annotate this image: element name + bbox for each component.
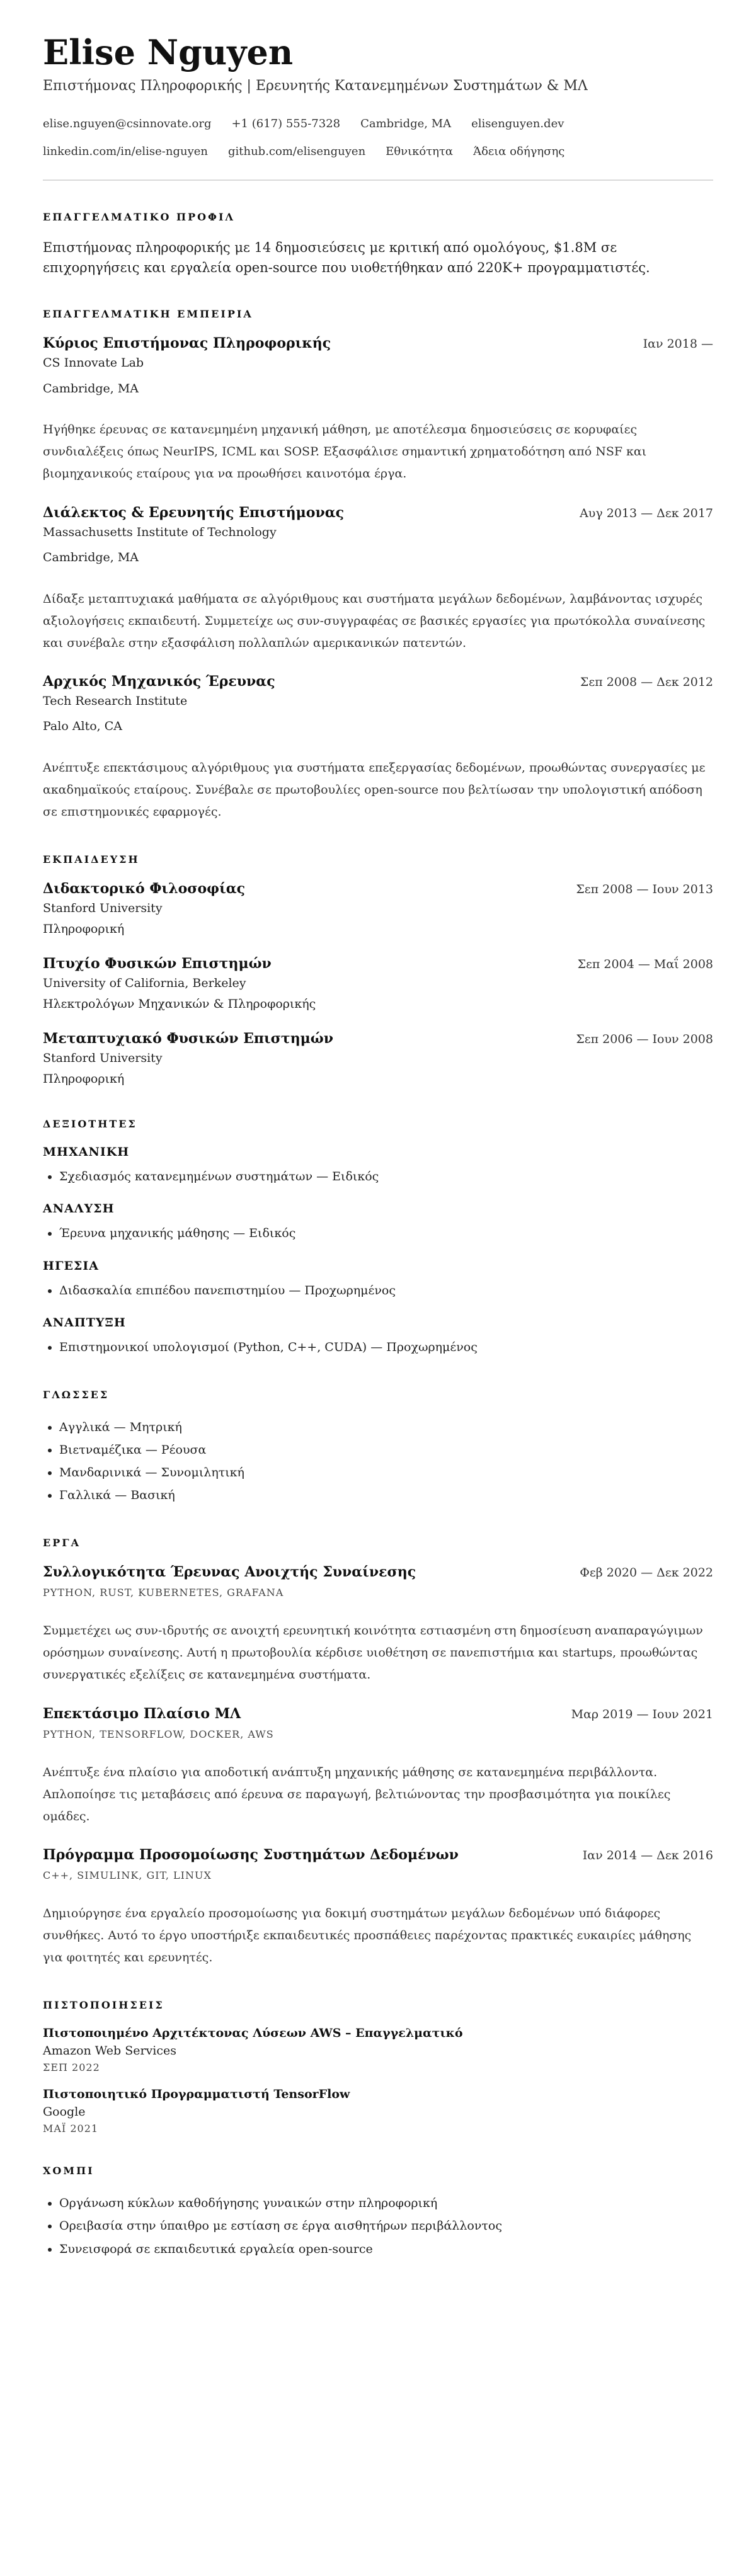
skill-item: • Διδασκαλία επιπέδου πανεπιστημίου — Προχωρημένος	[59, 1279, 713, 1302]
job-dates: Σεπ 2008 — Δεκ 2012	[580, 675, 713, 689]
section-title-hobbies: ΧΟΜΠΙ	[43, 2165, 94, 2177]
degree-dates: Σεπ 2008 — Ιουν 2013	[576, 882, 713, 897]
job-organization: CS Innovate Lab	[43, 356, 144, 370]
section-title-experience: ΕΠΑΓΓΕΛΜΑΤΙΚΗ ΕΜΠΕΙΡΙΑ	[43, 308, 253, 321]
contact-website[interactable]: elisenguyen.dev	[471, 117, 564, 131]
contact-github[interactable]: github.com/elisenguyen	[227, 145, 366, 159]
experience-entry	[43, 504, 713, 654]
project-description: Συμμετέχει ως συν-ιδρυτής σε ανοιχτή ερευνητική κοινότητα εστιασμένη στη δημοσίευση αναπαραγώγιμων ορόσημων συναίνεσης. Αυτή η πρωτοβουλία κέρδισε υιοθέτηση σε πανεπιστήμια και startups, προωθώντας συνεργατικές εξελίξεις σε κατανεμημένα συστήματα.	[43, 1624, 703, 1682]
skill-category: ΑΝΑΛΥΣΗ	[43, 1202, 115, 1216]
job-dates: Ιαν 2018 —	[643, 337, 713, 351]
skill-list	[43, 1165, 713, 1188]
skill-item: • Επιστημονικοί υπολογισμοί (Python, C++, CUDA) — Προχωρημένος	[59, 1336, 713, 1359]
education-entry	[43, 955, 713, 1013]
skill-category: ΗΓΕΣΙΑ	[43, 1258, 99, 1273]
hobby-item: • Ορειβασία στην ύπαιθρο με εστίαση σε έργα αισθητήρων περιβάλλοντος	[59, 2214, 713, 2237]
degree-dates: Σεπ 2006 — Ιουν 2008	[576, 1032, 713, 1047]
degree-dates: Σεπ 2004 — Μαΐ 2008	[577, 957, 713, 972]
job-title: Κύριος Επιστήμονας Πληροφορικής	[43, 335, 331, 352]
project-entry	[43, 1564, 713, 1686]
certification-issuer: Google	[43, 2105, 86, 2119]
job-description: Ανέπτυξε επεκτάσιμους αλγόριθμους για συστήματα επεξεργασίας δεδομένων, προωθώντας συνεργασίες με ακαδημαϊκούς εταίρους. Συνέβαλε σε πρωτοβουλίες open-source που βελτίωσαν την υπολογιστική απόδοση σε επιστημονικές εφαρμογές.	[43, 760, 706, 819]
section-title-education: ΕΚΠΑΙΔΕΥΣΗ	[43, 853, 140, 866]
project-tech-stack: PYTHON, TENSORFLOW, DOCKER, AWS	[43, 1728, 274, 1740]
language-item: • Βιετναμέζικα — Ρέουσα	[59, 1439, 713, 1461]
job-title: Διάλεκτος & Ερευνητής Επιστήμονας	[43, 504, 345, 521]
certification-date: ΜΑΪ 2021	[43, 2123, 99, 2135]
school-name: Stanford University	[43, 901, 163, 916]
contact-phone: +1 (617) 555-7328	[231, 117, 341, 131]
language-list	[43, 1416, 713, 1507]
education-entry	[43, 881, 713, 938]
contact-nationality: Εθνικότητα	[386, 145, 454, 159]
project-entry	[43, 1847, 713, 1969]
certification-name: Πιστοποιημένο Αρχιτέκτονας Λύσεων AWS – Επαγγελματικό	[43, 2026, 463, 2041]
skill-list	[43, 1222, 713, 1245]
section-title-projects: ΕΡΓΑ	[43, 1537, 81, 1549]
job-description: Ηγήθηκε έρευνας σε κατανεμημένη μηχανική μάθηση, με αποτέλεσμα δημοσιεύσεις σε κορυφαίες συνδιαλέξεις όπως NeurIPS, ICML και SOSP. Εξασφάλισε σημαντική χρηματοδότηση από NSF και βιομηχανικούς εταίρους για να προωθήσει καινοτόμα έργα.	[43, 423, 647, 481]
skill-item: • Σχεδιασμός κατανεμημένων συστημάτων — Ειδικός	[59, 1165, 713, 1188]
school-name: Stanford University	[43, 1051, 163, 1066]
candidate-name: Elise Nguyen	[43, 32, 294, 72]
language-item: • Αγγλικά — Μητρική	[59, 1416, 713, 1439]
section-title-profile: ΕΠΑΓΓΕΛΜΑΤΙΚΟ ΠΡΟΦΙΛ	[43, 211, 235, 224]
education-entry	[43, 1030, 713, 1088]
experience-entry	[43, 335, 713, 485]
section-title-certifications: ΠΙΣΤΟΠΟΙΗΣΕΙΣ	[43, 1999, 164, 2012]
project-name: Επεκτάσιμο Πλαίσιο ΜΛ	[43, 1705, 241, 1722]
experience-entry	[43, 673, 713, 823]
degree-title: Πτυχίο Φυσικών Επιστημών	[43, 955, 272, 972]
project-tech-stack: C++, SIMULINK, GIT, LINUX	[43, 1869, 212, 1881]
candidate-headline: Επιστήμονας Πληροφορικής | Ερευνητής Κατανεμημένων Συστημάτων & ΜΛ	[43, 78, 588, 94]
contact-location: Cambridge, MA	[360, 117, 452, 131]
language-item: • Γαλλικά — Βασική	[59, 1484, 713, 1507]
contact-driving-license: Άδεια οδήγησης	[473, 145, 565, 159]
project-description: Δημιούργησε ένα εργαλείο προσομοίωσης για δοκιμή συστημάτων μεγάλων δεδομένων υπό διάφορες συνθήκες. Αυτό το έργο υποστήριξε εκπαιδευτικές προσπάθειες παρέχοντας πρακτικές ευκαιρίες μάθησης για φοιτητές και ερευνητές.	[43, 1906, 692, 1965]
study-field: Πληροφορική	[43, 1071, 125, 1086]
job-dates: Αυγ 2013 — Δεκ 2017	[580, 506, 713, 520]
project-tech-stack: PYTHON, RUST, KUBERNETES, GRAFANA	[43, 1587, 284, 1599]
hobby-list	[43, 2192, 713, 2260]
project-dates: Μαρ 2019 — Ιουν 2021	[571, 1707, 713, 1721]
project-name: Συλλογικότητα Έρευνας Ανοιχτής Συναίνεσης	[43, 1564, 416, 1581]
skill-list	[43, 1279, 713, 1302]
project-entry	[43, 1706, 713, 1828]
school-name: University of California, Berkeley	[43, 976, 246, 991]
hobby-item: • Συνεισφορά σε εκπαιδευτικά εργαλεία open-source	[59, 2238, 713, 2260]
certification-name: Πιστοποιητικό Προγραμματιστή TensorFlow	[43, 2087, 350, 2102]
degree-title: Διδακτορικό Φιλοσοφίας	[43, 881, 246, 898]
project-name: Πρόγραμμα Προσομοίωσης Συστημάτων Δεδομένων	[43, 1846, 459, 1863]
study-field: Πληροφορική	[43, 921, 125, 936]
project-description: Ανέπτυξε ένα πλαίσιο για αποδοτική ανάπτυξη μηχανικής μάθησης σε κατανεμημένα περιβάλλοντα. Απλοποίησε τις μεταβάσεις από έρευνα σε παραγωγή, βελτιώνοντας την προσβασιμότητα για ποικίλες ομάδες.	[43, 1765, 671, 1823]
skill-item: • Έρευνα μηχανικής μάθησης — Ειδικός	[59, 1222, 713, 1245]
project-dates: Ιαν 2014 — Δεκ 2016	[582, 1848, 713, 1862]
job-organization: Tech Research Institute	[43, 693, 188, 708]
language-item: • Μανδαρινικά — Συνομιλητική	[59, 1461, 713, 1484]
certification-entry	[43, 2026, 713, 2073]
skill-list	[43, 1336, 713, 1359]
skill-category: ΑΝΑΠΤΥΞΗ	[43, 1315, 126, 1330]
contact-email[interactable]: elise.nguyen@csinnovate.org	[43, 117, 212, 131]
hobby-item: • Οργάνωση κύκλων καθοδήγησης γυναικών στην πληροφορική	[59, 2192, 713, 2214]
contact-info-secondary	[43, 138, 713, 166]
section-title-languages: ΓΛΩΣΣΕΣ	[43, 1388, 110, 1401]
contact-linkedin[interactable]: linkedin.com/in/elise-nguyen	[43, 145, 208, 159]
certification-entry	[43, 2087, 713, 2134]
profile-summary: Επιστήμονας πληροφορικής με 14 δημοσιεύσεις με κριτική από ομολόγους, $1.8M σε επιχορηγήσεις και εργαλεία open-source που υιοθετήθηκαν από 220K+ προγραμματιστές.	[43, 240, 650, 275]
certification-date: ΣΕΠ 2022	[43, 2061, 100, 2074]
section-title-skills: ΔΕΞΙΟΤΗΤΕΣ	[43, 1118, 137, 1131]
job-location: Cambridge, MA	[43, 550, 139, 565]
skill-category: ΜΗΧΑΝΙΚΗ	[43, 1145, 130, 1160]
job-description: Δίδαξε μεταπτυχιακά μαθήματα σε αλγόριθμους και συστήματα μεγάλων δεδομένων, λαμβάνοντας ισχυρές αξιολογήσεις εκπαιδευτή. Συμμετείχε ως συν-συγγραφέας σε βασικές εργασίες για πρωτόκολλα συναίνεσης και συνέβαλε στην εξασφάλιση πολλαπλών αμερικανικών πατεντών.	[43, 591, 706, 650]
contact-info	[43, 110, 713, 138]
header-divider	[43, 180, 713, 181]
job-organization: Massachusetts Institute of Technology	[43, 525, 277, 539]
degree-title: Μεταπτυχιακό Φυσικών Επιστημών	[43, 1030, 334, 1047]
study-field: Ηλεκτρολόγων Μηχανικών & Πληροφορικής	[43, 996, 316, 1011]
certification-issuer: Amazon Web Services	[43, 2044, 177, 2058]
job-title: Αρχικός Μηχανικός Έρευνας	[43, 673, 275, 690]
job-location: Cambridge, MA	[43, 381, 139, 396]
job-location: Palo Alto, CA	[43, 719, 123, 734]
project-dates: Φεβ 2020 — Δεκ 2022	[580, 1566, 713, 1580]
